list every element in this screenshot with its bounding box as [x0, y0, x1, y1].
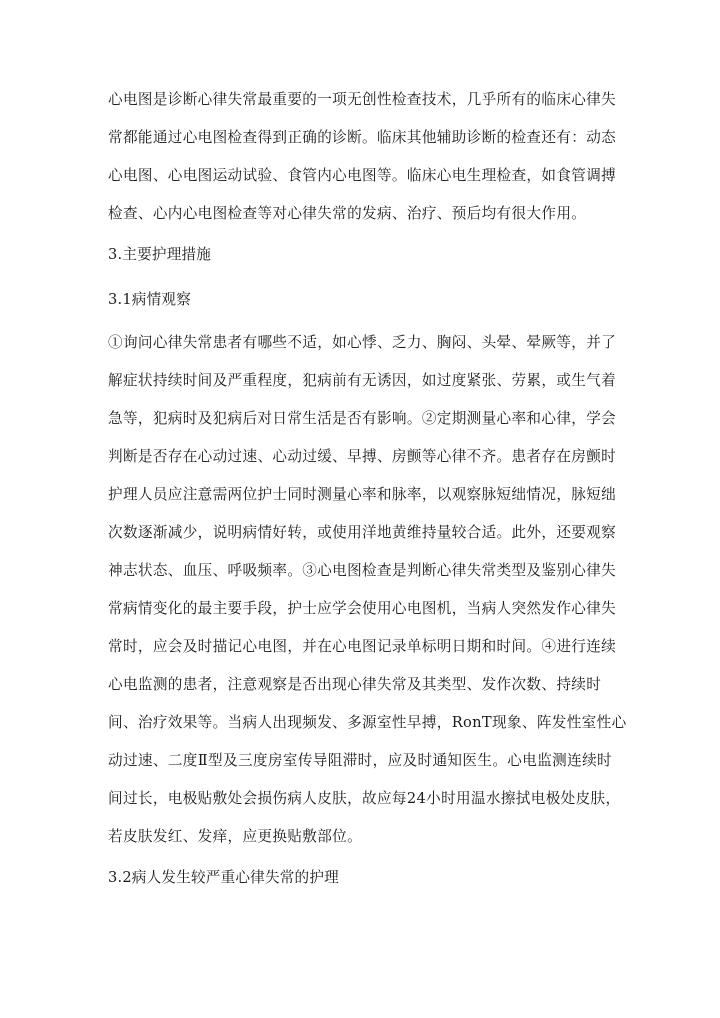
paragraph-1-line-2: 常都能通过心电图检查得到正确的诊断。临床其他辅助诊断的检查还有：动态	[108, 129, 617, 146]
paragraph-2-line-11: 间、治疗效果等。当病人出现频发、多源室性早搏，RonT现象、阵发性室性心	[108, 714, 627, 731]
paragraph-2-line-7: 神志状态、血压、呼吸频率。③心电图检查是判断心律失常类型及鉴别心律失	[108, 562, 617, 579]
paragraph-2-line-10: 心电监测的患者，注意观察是否出现心律失常及其类型、发作次数、持续时	[108, 676, 602, 693]
paragraph-2-line-2: 解症状持续时间及严重程度，犯病前有无诱因，如过度紧张、劳累，或生气着	[108, 372, 617, 389]
section-3-1-title: 3.1病情观察	[108, 291, 191, 308]
paragraph-2-line-14: 若皮肤发红、发痒，应更换贴敷部位。	[108, 828, 363, 845]
paragraph-2-line-12: 动过速、二度Ⅱ型及三度房室传导阻滞时，应及时通知医生。心电监测连续时	[108, 752, 612, 769]
paragraph-2-line-13: 间过长，电极贴敷处会损伤病人皮肤，故应每24小时用温水擦拭电极处皮肤，	[108, 790, 621, 807]
paragraph-2-line-1: ①询问心律失常患者有哪些不适，如心悸、乏力、胸闷、头晕、晕厥等，并了	[108, 334, 617, 351]
paragraph-1-line-1: 心电图是诊断心律失常最重要的一项无创性检查技术，几乎所有的临床心律失	[108, 91, 617, 108]
paragraph-2-line-4: 判断是否存在心动过速、心动过缓、早搏、房颤等心律不齐。患者存在房颤时	[108, 448, 617, 465]
section-3-2-title: 3.2病人发生较严重心律失常的护理	[108, 869, 339, 886]
paragraph-1-line-4: 检查、心内心电图检查等对心律失常的发病、治疗、预后均有很大作用。	[108, 205, 587, 222]
paragraph-2-line-9: 常时，应会及时描记心电图，并在心电图记录单标明日期和时间。④进行连续	[108, 638, 617, 655]
paragraph-2-line-5: 护理人员应注意需两位护士同时测量心率和脉率，以观察脉短绌情况，脉短绌	[108, 486, 617, 503]
paragraph-2-line-8: 常病情变化的最主要手段，护士应学会使用心电图机，当病人突然发作心律失	[108, 600, 617, 617]
paragraph-1-line-3: 心电图、心电图运动试验、食管内心电图等。临床心电生理检查，如食管调搏	[108, 167, 617, 184]
paragraph-2-line-3: 急等，犯病时及犯病后对日常生活是否有影响。②定期测量心率和心律，学会	[108, 410, 617, 427]
paragraph-2-line-6: 次数逐渐减少，说明病情好转，或使用洋地黄维持量较合适。此外，还要观察	[108, 524, 617, 541]
section-3-title: 3.主要护理措施	[108, 246, 212, 263]
